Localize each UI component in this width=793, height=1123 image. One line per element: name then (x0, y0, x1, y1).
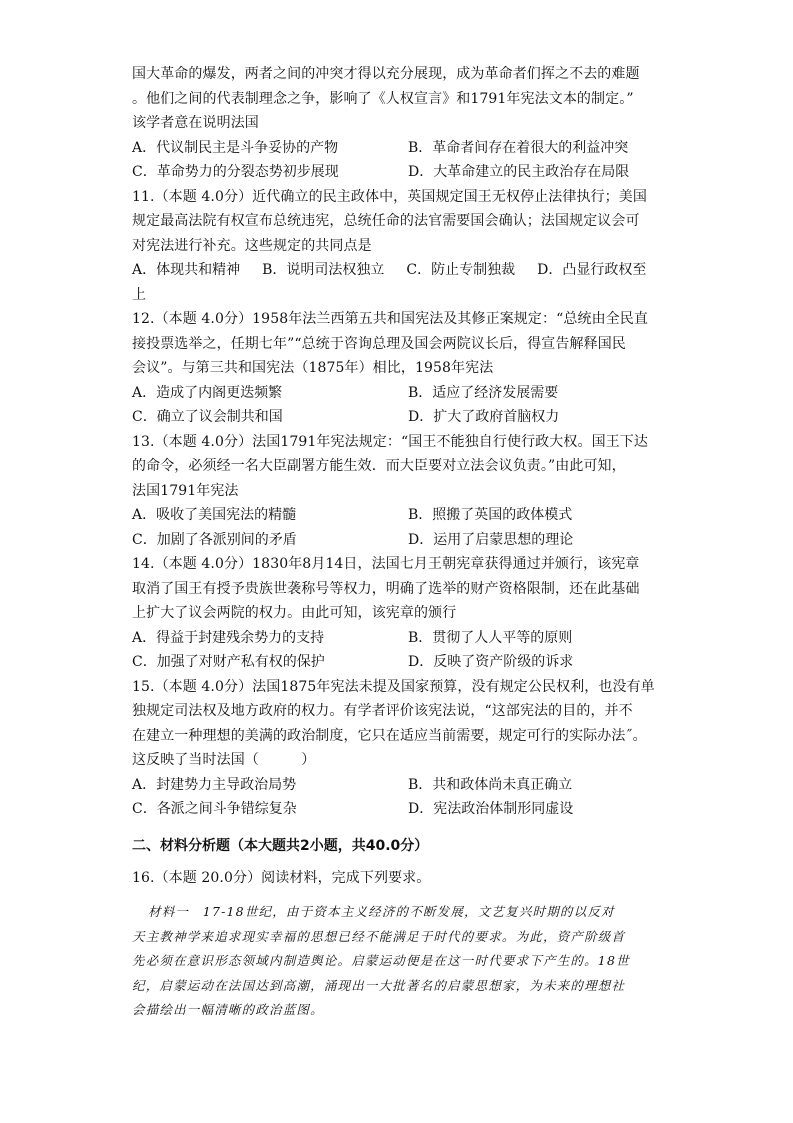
option-d: D．大革命建立的民主政治存在局限 (408, 164, 630, 180)
option-row (132, 650, 664, 675)
option-a: A．封建势力主导政治局势 (132, 776, 297, 793)
option-c: C．革命势力的分裂态势初步展现 (132, 164, 339, 180)
question-11 (132, 185, 664, 308)
question-13 (132, 430, 664, 553)
option-row (132, 773, 664, 798)
question-15 (132, 675, 664, 822)
material-passage (132, 900, 664, 1023)
question-text-line: 上扩大了议会两院的权力。由此可知，该宪章的颁行 (132, 605, 457, 621)
option-b: B．说明司法权独立 (262, 262, 385, 278)
question-text-line: 的命令，必须经一名大臣副署方能生效．而大臣要对立法会议负责。”由此可知， (132, 458, 626, 474)
question-text-line: 对宪法进行补充。这些规定的共同点是 (132, 237, 372, 254)
option-row (132, 405, 664, 430)
option-row (132, 258, 664, 283)
option-d: D．凸显行政权至 (537, 262, 647, 278)
section-title: 二、材料分析题（本大题共2小题，共40.0分） (132, 837, 429, 854)
question-text-line: 12.（本题 4.0分）1958年法兰西第五共和国宪法及其修正案规定：“总统由全民直 (132, 311, 648, 327)
question-text-line: 14.（本题 4.0分）1830年8月14日，法国七月王朝宪章获得通过并颁行，该宪章 (132, 556, 640, 572)
option-a: A．体现共和精神 (132, 262, 241, 278)
question-text-line: 13.（本题 4.0分）法国1791年宪法规定：“国王不能独自行使行政大权。国王下达 (132, 433, 648, 450)
option-row (132, 136, 664, 161)
option-b: B．共和政体尚未真正确立 (408, 776, 573, 793)
text-line: 该学者意在说明法国 (132, 115, 259, 131)
material-line: 材料一 17-18世纪，由于资本主义经济的不断发展，文艺复兴时期的以反对 (148, 904, 615, 919)
option-row (132, 797, 664, 822)
option-c: C．加强了对财产私有权的保护 (132, 654, 325, 670)
option-b: B．贯彻了人人平等的原则 (408, 629, 573, 646)
text-line: 国大革命的爆发，两者之间的冲突才得以充分展现，成为革命者们挥之不去的难题 (132, 66, 640, 82)
question-text-line: 接投票选举之，任期七年”“总统于咨询总理及国会两院议长后，得宣告解释国民 (132, 335, 626, 352)
option-row (132, 160, 664, 185)
option-d: D．宪法政治体制形同虚设 (408, 801, 574, 817)
material-line: 会描绘出一幅清晰的政治蓝图。 (132, 1002, 324, 1017)
option-b: B．照搬了英国的政体模式 (408, 507, 573, 523)
option-a: A．得益于封建残余势力的支持 (132, 629, 325, 646)
option-d: D．扩大了政府首脑权力 (408, 409, 560, 425)
material-line: 先必须在意识形态领域内制造舆论。启蒙运动便是在这一时代要求下产生的。18世 (132, 953, 630, 968)
option-d: D．运用了启蒙思想的理论 (408, 531, 574, 548)
option-d-wrap: 上 (132, 286, 147, 303)
option-b: B．适应了经济发展需要 (408, 384, 559, 401)
question-14 (132, 552, 664, 675)
option-row (132, 528, 664, 553)
question-text-line: 规定最高法院有权宣布总统违宪，总统任命的法官需要国会确认；法国规定议会可 (132, 213, 640, 229)
q10-continuation (132, 62, 664, 185)
question-text-line: 在建立一种理想的美满的政治制度，它只在适应当前需要，规定可行的实际办法˝。 (132, 727, 647, 744)
question-text-line: 独规定司法权及地方政府的权力。有学者评价该宪法说，“这部宪法的目的，并不 (132, 703, 633, 719)
option-d: D．反映了资产阶级的诉求 (408, 654, 574, 670)
option-c: C．加剧了各派别间的矛盾 (132, 531, 297, 548)
option-row (132, 503, 664, 528)
option-c: C．各派之间斗争错综复杂 (132, 801, 297, 817)
option-c: C．防止专制独裁 (406, 262, 516, 278)
question-text-line: 取消了国王有授予贵族世袭称号等权力，明确了选举的财产资格限制，还在此基础 (132, 580, 640, 597)
option-b: B．革命者间存在着很大的利益冲突 (408, 139, 629, 156)
question-16 (132, 866, 664, 1023)
question-text-line: 法国1791年宪法 (132, 482, 239, 499)
option-row (132, 381, 664, 406)
question-text-line: 会议”。与第三共和国宪法（1875年）相比，1958年宪法 (132, 360, 494, 376)
question-text-line: 11.（本题 4.0分）近代确立的民主政体中，英国规定国王无权停止法律执行；美国 (132, 188, 647, 205)
text-line: 。他们之间的代表制理念之争，影响了《人权宣言》和1791年宪法文本的制定。” (132, 90, 634, 107)
question-text-line: 这反映了当时法国（ ） (132, 752, 316, 768)
question-text-line: 16.（本题 20.0分）阅读材料，完成下列要求。 (132, 869, 431, 886)
option-a: A．代议制民主是斗争妥协的产物 (132, 139, 339, 156)
question-12 (132, 307, 664, 430)
option-a: A．造成了内阁更迭频繁 (132, 384, 283, 401)
material-line: 天主教神学来追求现实幸福的思想已经不能满足于时代的要求。为此，资产阶级首 (132, 928, 626, 944)
exam-page (132, 62, 664, 1023)
material-line: 纪，启蒙运动在法国达到高潮，涌现出一大批著名的启蒙思想家，为未来的理想社 (132, 977, 626, 993)
option-c: C．确立了议会制共和国 (132, 409, 283, 425)
question-text-line: 15.（本题 4.0分）法国1875年宪法未提及国家预算，没有规定公民权利，也没有单 (132, 678, 655, 695)
option-row (132, 626, 664, 651)
option-a: A．吸收了美国宪法的精髓 (132, 507, 297, 523)
